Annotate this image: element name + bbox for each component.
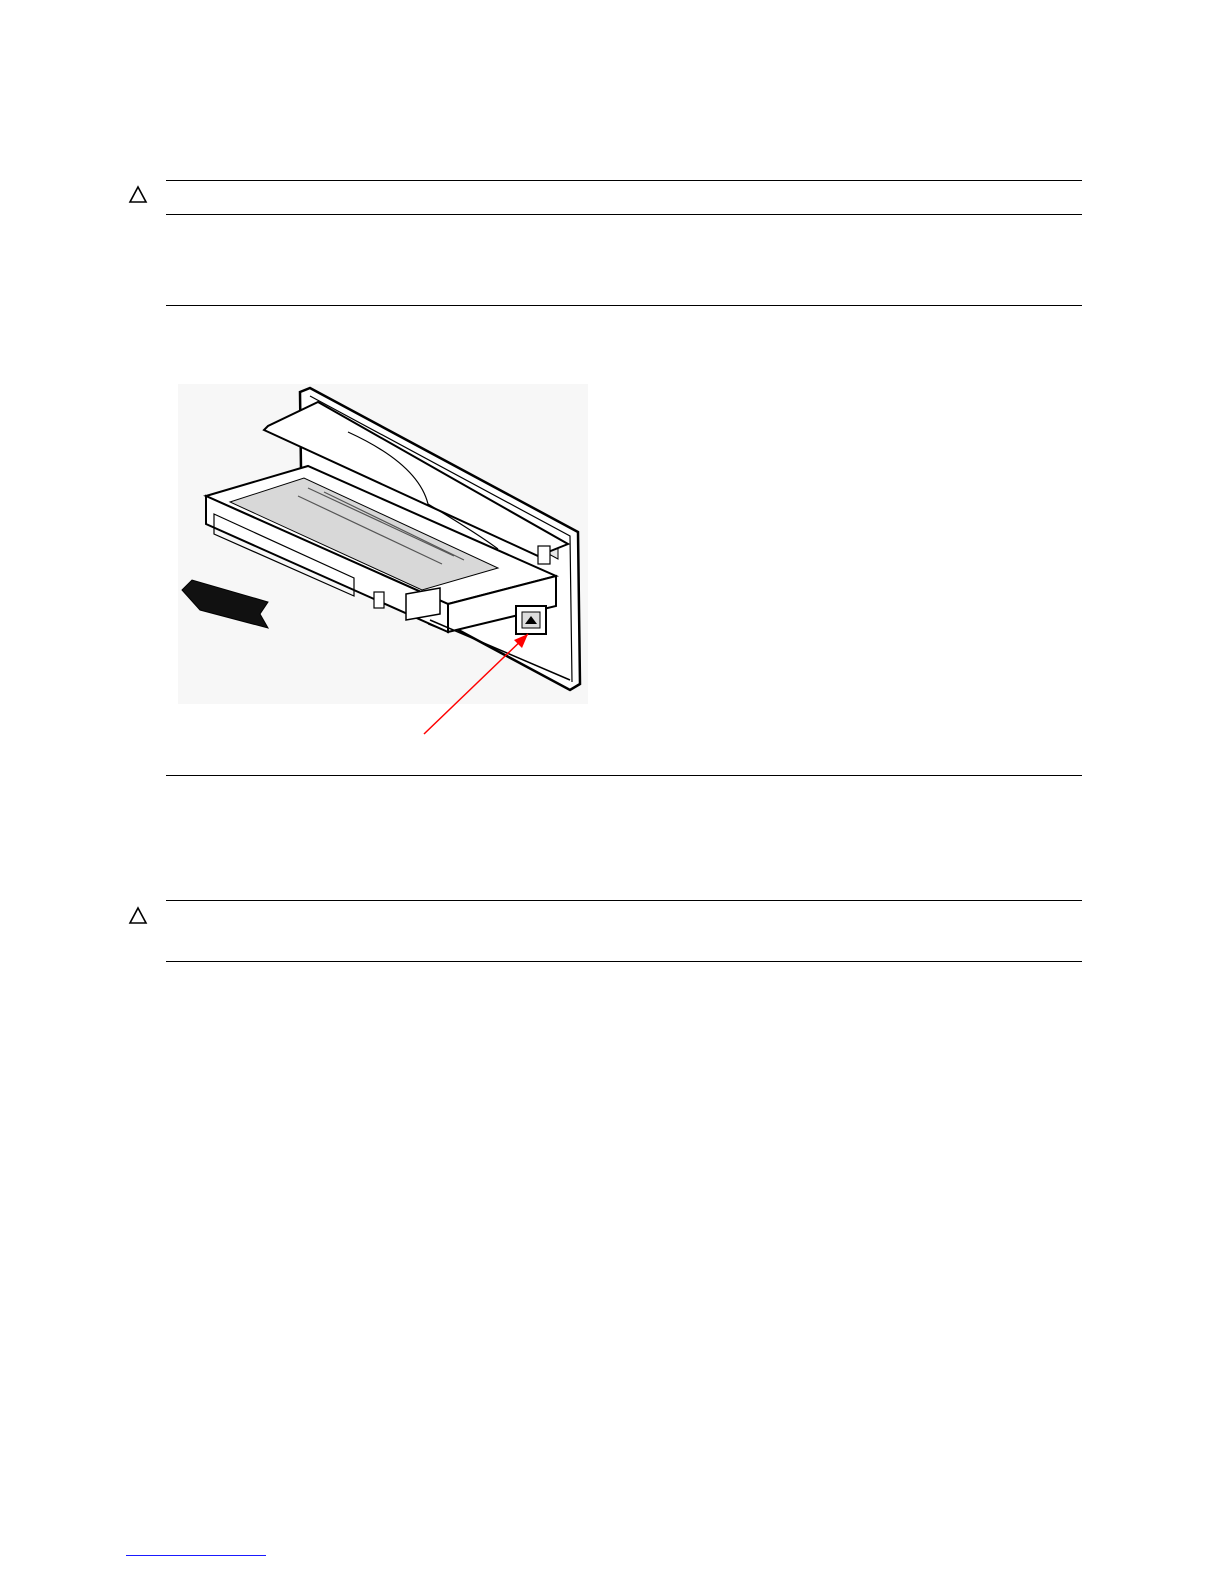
figure-top-rule — [166, 305, 1082, 306]
caution-bottom-rule — [166, 214, 1082, 215]
eject-button-icon — [516, 606, 546, 634]
caution-2-top-rule — [166, 900, 1082, 901]
caution-triangle-icon — [128, 185, 148, 205]
footnote-separator — [126, 1555, 266, 1556]
caution-triangle-icon — [128, 906, 148, 926]
figure-bottom-rule — [166, 775, 1082, 776]
caution-top-rule — [166, 180, 1082, 181]
caution-2-bottom-rule — [166, 961, 1082, 962]
tape-cartridge-eject-illustration — [178, 384, 598, 744]
